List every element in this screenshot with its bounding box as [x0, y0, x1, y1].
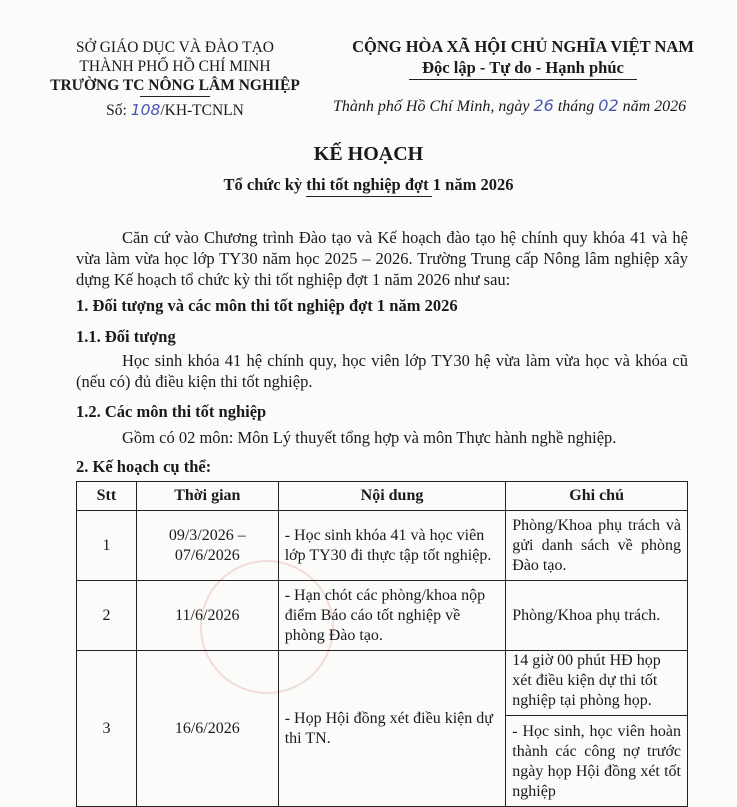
number-prefix: Số:: [106, 102, 127, 119]
plan-table: [76, 481, 688, 807]
column-header: Stt: [77, 482, 137, 511]
column-header: Nội dung: [278, 482, 506, 511]
row-time: 16/6/2026: [136, 651, 278, 807]
row-content: - Hạn chót các phòng/khoa nộp điểm Báo cáo tốt nghiệp về phòng Đào tạo.: [278, 581, 506, 651]
subtitle-underline: [306, 196, 432, 197]
row-time: 11/6/2026: [136, 581, 278, 651]
column-header: Ghi chú: [506, 482, 688, 511]
school-underline: [140, 96, 210, 97]
table-row: [77, 581, 688, 651]
nation-block: [338, 36, 708, 80]
table-row: [77, 651, 688, 807]
section-1-2-heading: 1.2. Các môn thi tốt nghiệp: [76, 402, 267, 421]
department-line-2: THÀNH PHỐ HỒ CHÍ MINH: [79, 58, 271, 75]
section-1-1-text: [76, 350, 688, 392]
target-text: Học sinh khóa 41 hệ chính quy, học viên lớp TY30 hệ vừa làm vừa học và khóa cũ (nếu có) đủ điều kiện thi tốt nghiệp.: [76, 351, 688, 391]
row-note: Phòng/Khoa phụ trách.: [506, 581, 688, 651]
section-1-heading: 1. Đối tượng và các môn thi tốt nghiệp đợt 1 năm 2026: [76, 296, 458, 315]
document-subtitle: Tổ chức kỳ thi tốt nghiệp đợt 1 năm 2026: [223, 175, 514, 194]
row-note-part-2: - Học sinh, học viên hoàn thành các công nợ trước ngày họp Hội đồng xét tốt nghiệp: [506, 715, 687, 802]
date-day: 26: [533, 96, 554, 115]
issuer-block: [40, 38, 310, 120]
intro-paragraph: [76, 227, 688, 290]
row-note: Phòng/Khoa phụ trách và gửi danh sách về phòng Đào tạo.: [506, 511, 688, 581]
motto: Độc lập - Tự do - Hạnh phúc: [422, 58, 624, 77]
nation-name: CỘNG HÒA XÃ HỘI CHỦ NGHĨA VIỆT NAM: [352, 37, 694, 56]
date-month-label: tháng: [557, 98, 595, 115]
table-row: [77, 511, 688, 581]
section-2-heading: 2. Kế hoạch cụ thể:: [76, 457, 212, 476]
motto-underline: [409, 79, 637, 80]
row-time: 09/3/2026 – 07/6/2026: [136, 511, 278, 581]
date-year: năm 2026: [622, 98, 687, 115]
number-handwritten: 108: [130, 101, 161, 119]
column-header: Thời gian: [136, 482, 278, 511]
department-line-1: SỞ GIÁO DỤC VÀ ĐÀO TẠO: [76, 39, 274, 56]
document-title: KẾ HOẠCH: [313, 143, 424, 165]
row-note: [506, 651, 688, 807]
table-header-row: [77, 482, 688, 511]
subjects-text: Gồm có 02 môn: Môn Lý thuyết tổng hợp và môn Thực hành nghề nghiệp.: [122, 428, 617, 447]
date-month: 02: [598, 96, 619, 115]
section-1-1-heading: 1.1. Đối tượng: [76, 327, 176, 346]
row-content: - Học sinh khóa 41 và học viên lớp TY30 đi thực tập tốt nghiệp.: [278, 511, 506, 581]
row-note-part-1: 14 giờ 00 phút HĐ họp xét điều kiện dự thi tốt nghiệp tại phòng họp.: [512, 652, 661, 709]
row-stt: 2: [77, 581, 137, 651]
document-number: [40, 101, 310, 120]
row-stt: 3: [77, 651, 137, 807]
number-suffix: /KH-TCNLN: [160, 102, 244, 119]
school-name: TRƯỜNG TC NÔNG LÂM NGHIỆP: [50, 77, 300, 94]
section-1-2-text: [76, 427, 688, 448]
row-stt: 1: [77, 511, 137, 581]
row-content: - Họp Hội đồng xét điều kiện dự thi TN.: [278, 651, 506, 807]
date-line: [333, 96, 686, 116]
intro-text: Căn cứ vào Chương trình Đào tạo và Kế hoạch đào tạo hệ chính quy khóa 41 và hệ vừa làm vừa học lớp TY30 năm học 2025 – 2026. Trường Trung cấp Nông lâm nghiệp xây dựng Kế hoạch tổ chức kỳ thi tốt nghiệp đợt 1 năm 2026 như sau:: [76, 228, 688, 289]
date-prefix: Thành phố Hồ Chí Minh, ngày: [333, 98, 530, 115]
